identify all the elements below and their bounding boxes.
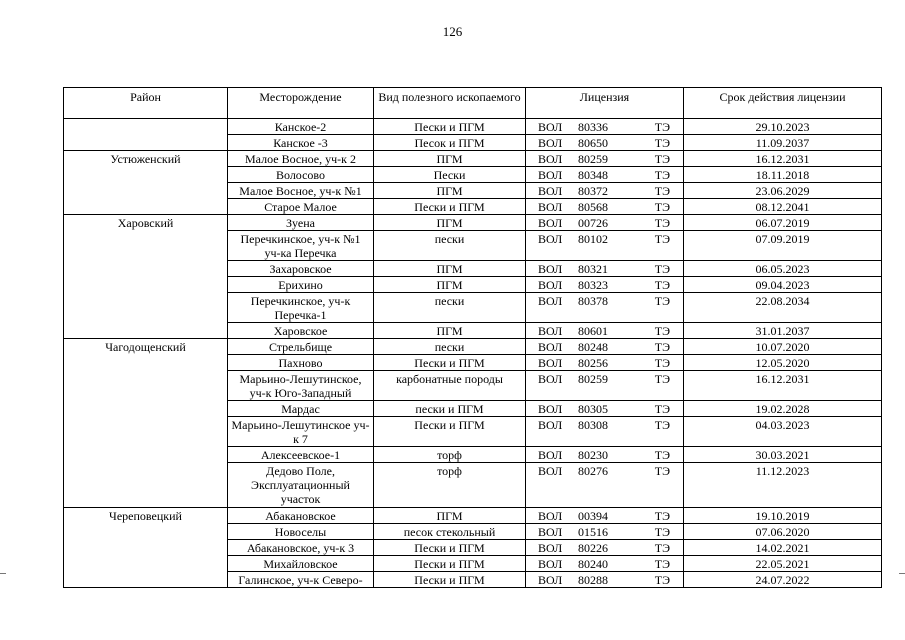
license-cell bbox=[526, 401, 684, 417]
field-cell: Канское -3 bbox=[228, 135, 374, 151]
field-cell: Перечкинское, уч-к Перечка-1 bbox=[228, 293, 374, 323]
license-cell bbox=[526, 323, 684, 339]
license-cell bbox=[526, 215, 684, 231]
license-number: 80288 bbox=[578, 573, 608, 587]
license-type: ТЭ bbox=[654, 278, 670, 292]
license-type: ТЭ bbox=[654, 525, 670, 539]
term-cell: 14.02.2021 bbox=[684, 540, 882, 556]
license-cell bbox=[526, 151, 684, 167]
district-cell: Харовский bbox=[64, 215, 228, 339]
field-cell: Мардас bbox=[228, 401, 374, 417]
term-cell: 04.03.2023 bbox=[684, 417, 882, 447]
mineral-cell: Пески и ПГМ bbox=[374, 556, 526, 572]
field-cell: Малое Восное, уч-к №1 bbox=[228, 183, 374, 199]
field-cell: Михайловское bbox=[228, 556, 374, 572]
license-type: ТЭ bbox=[654, 294, 670, 308]
field-cell: Захаровское bbox=[228, 261, 374, 277]
license-parts bbox=[529, 278, 680, 292]
header-district: Район bbox=[64, 88, 228, 119]
header-license: Лицензия bbox=[526, 88, 684, 119]
table-row bbox=[64, 508, 882, 524]
term-cell: 11.12.2023 bbox=[684, 463, 882, 508]
license-series: ВОЛ bbox=[538, 509, 563, 523]
table-row bbox=[64, 339, 882, 355]
license-series: ВОЛ bbox=[538, 200, 563, 214]
term-cell: 30.03.2021 bbox=[684, 447, 882, 463]
license-cell bbox=[526, 231, 684, 261]
field-cell: Стрельбище bbox=[228, 339, 374, 355]
term-cell: 23.06.2029 bbox=[684, 183, 882, 199]
license-series: ВОЛ bbox=[538, 573, 563, 587]
license-type: ТЭ bbox=[654, 573, 670, 587]
field-cell: Алексеевское-1 bbox=[228, 447, 374, 463]
license-cell bbox=[526, 540, 684, 556]
license-type: ТЭ bbox=[654, 557, 670, 571]
mineral-cell: пески и ПГМ bbox=[374, 401, 526, 417]
mineral-cell: Пески bbox=[374, 167, 526, 183]
mineral-cell: торф bbox=[374, 463, 526, 508]
license-type: ТЭ bbox=[654, 184, 670, 198]
license-cell bbox=[526, 463, 684, 508]
license-parts bbox=[529, 168, 680, 182]
license-number: 80226 bbox=[578, 541, 608, 555]
mineral-cell: Пески и ПГМ bbox=[374, 355, 526, 371]
field-cell: Абакановское bbox=[228, 508, 374, 524]
mineral-cell: Пески и ПГМ bbox=[374, 572, 526, 588]
field-cell: Марьино-Лешутинское, уч-к Юго-Западный bbox=[228, 371, 374, 401]
field-cell: Волосово bbox=[228, 167, 374, 183]
term-cell: 06.07.2019 bbox=[684, 215, 882, 231]
license-series: ВОЛ bbox=[538, 525, 563, 539]
license-number: 80230 bbox=[578, 448, 608, 462]
license-series: ВОЛ bbox=[538, 448, 563, 462]
header-term: Срок действия лицензии bbox=[684, 88, 882, 119]
term-cell: 19.02.2028 bbox=[684, 401, 882, 417]
mineral-cell: Пески и ПГМ bbox=[374, 119, 526, 135]
mineral-cell: Пески и ПГМ bbox=[374, 417, 526, 447]
license-parts bbox=[529, 340, 680, 354]
license-cell bbox=[526, 447, 684, 463]
license-parts bbox=[529, 184, 680, 198]
mineral-cell: песок стекольный bbox=[374, 524, 526, 540]
term-cell: 10.07.2020 bbox=[684, 339, 882, 355]
license-number: 80102 bbox=[578, 232, 608, 246]
license-type: ТЭ bbox=[654, 372, 670, 386]
license-type: ТЭ bbox=[654, 232, 670, 246]
license-parts bbox=[529, 402, 680, 416]
license-parts bbox=[529, 324, 680, 338]
table-row bbox=[64, 119, 882, 135]
license-type: ТЭ bbox=[654, 464, 670, 478]
license-series: ВОЛ bbox=[538, 216, 563, 230]
license-series: ВОЛ bbox=[538, 541, 563, 555]
license-parts bbox=[529, 294, 680, 308]
license-parts bbox=[529, 541, 680, 555]
mineral-cell: торф bbox=[374, 447, 526, 463]
license-type: ТЭ bbox=[654, 418, 670, 432]
license-series: ВОЛ bbox=[538, 232, 563, 246]
license-series: ВОЛ bbox=[538, 557, 563, 571]
license-series: ВОЛ bbox=[538, 324, 563, 338]
license-series: ВОЛ bbox=[538, 340, 563, 354]
license-cell bbox=[526, 355, 684, 371]
license-cell bbox=[526, 572, 684, 588]
mineral-cell: карбонатные породы bbox=[374, 371, 526, 401]
term-cell: 29.10.2023 bbox=[684, 119, 882, 135]
license-type: ТЭ bbox=[654, 152, 670, 166]
license-parts bbox=[529, 136, 680, 150]
license-type: ТЭ bbox=[654, 356, 670, 370]
mineral-cell: ПГМ bbox=[374, 215, 526, 231]
field-cell: Зуена bbox=[228, 215, 374, 231]
field-cell: Старое Малое bbox=[228, 199, 374, 215]
license-cell bbox=[526, 167, 684, 183]
license-cell bbox=[526, 508, 684, 524]
left-edge-mark bbox=[0, 573, 6, 574]
mineral-cell: пески bbox=[374, 293, 526, 323]
license-cell bbox=[526, 339, 684, 355]
field-cell: Абакановское, уч-к 3 bbox=[228, 540, 374, 556]
district-cell: Устюженский bbox=[64, 151, 228, 215]
field-cell: Галинское, уч-к Северо- bbox=[228, 572, 374, 588]
license-type: ТЭ bbox=[654, 200, 670, 214]
license-series: ВОЛ bbox=[538, 356, 563, 370]
mineral-cell: ПГМ bbox=[374, 277, 526, 293]
license-parts bbox=[529, 152, 680, 166]
license-series: ВОЛ bbox=[538, 372, 563, 386]
table-body bbox=[64, 119, 882, 588]
term-cell: 16.12.2031 bbox=[684, 371, 882, 401]
term-cell: 16.12.2031 bbox=[684, 151, 882, 167]
license-type: ТЭ bbox=[654, 402, 670, 416]
license-number: 80378 bbox=[578, 294, 608, 308]
license-series: ВОЛ bbox=[538, 402, 563, 416]
term-cell: 07.09.2019 bbox=[684, 231, 882, 261]
term-cell: 09.04.2023 bbox=[684, 277, 882, 293]
license-number: 80248 bbox=[578, 340, 608, 354]
field-cell: Ерихино bbox=[228, 277, 374, 293]
term-cell: 06.05.2023 bbox=[684, 261, 882, 277]
license-parts bbox=[529, 557, 680, 571]
district-cell bbox=[64, 119, 228, 151]
license-cell bbox=[526, 135, 684, 151]
field-cell: Марьино-Лешутинское уч-к 7 bbox=[228, 417, 374, 447]
license-number: 01516 bbox=[578, 525, 608, 539]
license-number: 80308 bbox=[578, 418, 608, 432]
mineral-cell: Пески и ПГМ bbox=[374, 540, 526, 556]
license-series: ВОЛ bbox=[538, 136, 563, 150]
license-type: ТЭ bbox=[654, 168, 670, 182]
license-number: 80305 bbox=[578, 402, 608, 416]
license-number: 80259 bbox=[578, 152, 608, 166]
license-parts bbox=[529, 232, 680, 246]
header-field: Месторождение bbox=[228, 88, 374, 119]
license-type: ТЭ bbox=[654, 541, 670, 555]
license-number: 80348 bbox=[578, 168, 608, 182]
license-number: 80256 bbox=[578, 356, 608, 370]
license-series: ВОЛ bbox=[538, 168, 563, 182]
license-parts bbox=[529, 509, 680, 523]
field-cell: Харовское bbox=[228, 323, 374, 339]
license-type: ТЭ bbox=[654, 448, 670, 462]
license-parts bbox=[529, 418, 680, 432]
license-cell bbox=[526, 556, 684, 572]
mineral-cell: Песок и ПГМ bbox=[374, 135, 526, 151]
license-series: ВОЛ bbox=[538, 152, 563, 166]
license-series: ВОЛ bbox=[538, 294, 563, 308]
license-cell bbox=[526, 261, 684, 277]
mineral-cell: ПГМ bbox=[374, 508, 526, 524]
license-number: 80650 bbox=[578, 136, 608, 150]
license-series: ВОЛ bbox=[538, 262, 563, 276]
field-cell: Малое Восное, уч-к 2 bbox=[228, 151, 374, 167]
district-cell: Чагодощенский bbox=[64, 339, 228, 508]
license-parts bbox=[529, 464, 680, 478]
right-edge-mark bbox=[899, 573, 905, 574]
term-cell: 22.08.2034 bbox=[684, 293, 882, 323]
license-cell bbox=[526, 183, 684, 199]
mineral-cell: ПГМ bbox=[374, 183, 526, 199]
license-number: 80372 bbox=[578, 184, 608, 198]
field-cell: Пахново bbox=[228, 355, 374, 371]
table-row bbox=[64, 215, 882, 231]
license-number: 00726 bbox=[578, 216, 608, 230]
license-parts bbox=[529, 200, 680, 214]
term-cell: 11.09.2037 bbox=[684, 135, 882, 151]
license-cell bbox=[526, 524, 684, 540]
term-cell: 07.06.2020 bbox=[684, 524, 882, 540]
license-cell bbox=[526, 293, 684, 323]
license-type: ТЭ bbox=[654, 120, 670, 134]
table-header-row bbox=[64, 88, 882, 119]
license-number: 80336 bbox=[578, 120, 608, 134]
district-cell: Череповецкий bbox=[64, 508, 228, 588]
term-cell: 12.05.2020 bbox=[684, 355, 882, 371]
term-cell: 24.07.2022 bbox=[684, 572, 882, 588]
term-cell: 08.12.2041 bbox=[684, 199, 882, 215]
license-parts bbox=[529, 120, 680, 134]
header-mineral: Вид полезного ископаемого bbox=[374, 88, 526, 119]
license-number: 80568 bbox=[578, 200, 608, 214]
license-cell bbox=[526, 119, 684, 135]
field-cell: Дедово Поле, Эксплуатационный участок bbox=[228, 463, 374, 508]
license-cell bbox=[526, 199, 684, 215]
license-series: ВОЛ bbox=[538, 120, 563, 134]
license-parts bbox=[529, 356, 680, 370]
license-parts bbox=[529, 262, 680, 276]
license-number: 80323 bbox=[578, 278, 608, 292]
page-number: 126 bbox=[442, 24, 463, 39]
term-cell: 19.10.2019 bbox=[684, 508, 882, 524]
license-parts bbox=[529, 216, 680, 230]
license-number: 80601 bbox=[578, 324, 608, 338]
mineral-cell: пески bbox=[374, 339, 526, 355]
license-parts bbox=[529, 372, 680, 386]
license-series: ВОЛ bbox=[538, 464, 563, 478]
license-number: 80276 bbox=[578, 464, 608, 478]
table-row bbox=[64, 151, 882, 167]
field-cell: Новоселы bbox=[228, 524, 374, 540]
term-cell: 18.11.2018 bbox=[684, 167, 882, 183]
term-cell: 22.05.2021 bbox=[684, 556, 882, 572]
license-number: 00394 bbox=[578, 509, 608, 523]
license-series: ВОЛ bbox=[538, 184, 563, 198]
license-parts bbox=[529, 525, 680, 539]
license-type: ТЭ bbox=[654, 262, 670, 276]
term-cell: 31.01.2037 bbox=[684, 323, 882, 339]
license-number: 80259 bbox=[578, 372, 608, 386]
license-type: ТЭ bbox=[654, 509, 670, 523]
mineral-cell: пески bbox=[374, 231, 526, 261]
license-type: ТЭ bbox=[654, 136, 670, 150]
license-series: ВОЛ bbox=[538, 418, 563, 432]
license-parts bbox=[529, 573, 680, 587]
mineral-cell: Пески и ПГМ bbox=[374, 199, 526, 215]
license-number: 80240 bbox=[578, 557, 608, 571]
license-parts bbox=[529, 448, 680, 462]
mineral-cell: ПГМ bbox=[374, 323, 526, 339]
license-table bbox=[63, 87, 882, 588]
license-series: ВОЛ bbox=[538, 278, 563, 292]
field-cell: Канское-2 bbox=[228, 119, 374, 135]
license-cell bbox=[526, 277, 684, 293]
license-cell bbox=[526, 417, 684, 447]
mineral-cell: ПГМ bbox=[374, 261, 526, 277]
license-type: ТЭ bbox=[654, 324, 670, 338]
license-type: ТЭ bbox=[654, 340, 670, 354]
field-cell: Перечкинское, уч-к №1 уч-ка Перечка bbox=[228, 231, 374, 261]
mineral-cell: ПГМ bbox=[374, 151, 526, 167]
license-number: 80321 bbox=[578, 262, 608, 276]
license-type: ТЭ bbox=[654, 216, 670, 230]
license-cell bbox=[526, 371, 684, 401]
